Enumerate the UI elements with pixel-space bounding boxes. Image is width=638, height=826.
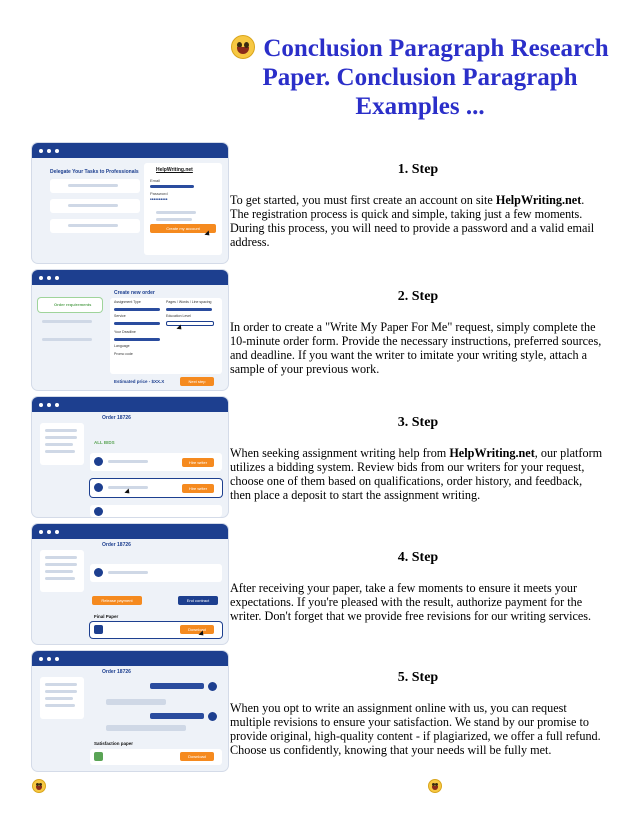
estimated-price: Estimated price - $XX.X [114,379,165,384]
avatar [94,457,103,466]
bid-row[interactable] [90,453,222,471]
brand-name: HelpWriting.net [156,167,193,173]
download-button[interactable]: Download [180,752,214,761]
step-heading: 4. Step [397,550,439,565]
screen-headline: Delegate Your Tasks to Professionals [50,169,139,175]
grinning-face-icon [32,779,46,793]
password-field[interactable]: •••••••••• [150,197,168,203]
next-step-button[interactable]: Next step [180,377,214,386]
create-account-button[interactable]: Create my account [150,224,216,233]
registration-screenshot [32,143,228,263]
release-payment-button[interactable]: Release payment [92,596,142,605]
avatar [94,507,103,516]
page-title: Conclusion Paragraph Research Paper. Conclusion Paragraph Examples ... [230,34,610,121]
download-button[interactable]: Download [180,625,214,634]
all-bids-tab[interactable]: ALL BIDS [94,440,115,445]
screen-title: Order 18726 [102,669,131,675]
satisfaction-paper-label: Satisfaction paper [94,741,134,746]
step-text: In order to create a "Write My Paper For Me" request, simply complete the 10-minute order form. Provide the necessary instructions, preferred sources, and deadline. If you want the writer to imitate your writing style, attach a sample of your previous work. [230,320,602,376]
step-text: When you opt to write an assignment online with us, you can request multiple revisions to ensure your satisfaction. We stand by our promise to provide original, high-quality content - if plagiarized, we offer a full refund. Choose us confidently, knowing that your needs will be fully met. [230,701,601,757]
cursor-icon [124,488,131,495]
end-contract-button[interactable]: End contract [178,596,218,605]
avatar [208,712,217,721]
step-text: After receiving your paper, take a few moments to ensure it meets your expectations. If you're pleased with the result, authorize payment for the writer. Don't forget that we provide free revisions for our writing services. [230,581,592,623]
bids-screenshot [32,397,228,517]
step-text: When seeking assignment writing help from HelpWriting.net, our platform utilizes a bidding system. Review bids from our writers for your request, choose one of them based on qualifications, order history, and feedback, then place a deposit to start the assignment writing. [230,446,603,502]
avatar [94,568,103,577]
step-heading: 5. Step [397,670,439,685]
payment-screenshot [32,524,228,644]
step-4 [230,549,606,623]
screen-title: Order 18726 [102,415,131,421]
step-heading: 3. Step [397,415,439,430]
step-label: Order requirements [54,302,92,307]
step-2 [230,288,606,376]
grinning-face-icon [428,779,442,793]
page-title-block [230,34,610,121]
hire-writer-button[interactable]: Hire writer [182,458,214,467]
file-icon [94,625,103,634]
hire-writer-button[interactable]: Hire writer [182,484,214,493]
order-form-screenshot [32,270,228,390]
avatar [94,483,103,492]
order-form: Assignment Type Pages / Words / Line spacing Service Education Level Your Deadline Language Promo code [110,298,222,374]
step-3 [230,414,606,502]
step-1 [230,161,606,249]
step-heading: 1. Step [397,162,439,177]
email-field[interactable] [150,185,194,188]
grinning-face-icon [231,35,255,59]
final-paper-label: Final Paper [94,614,119,619]
bid-row[interactable] [90,479,222,497]
signup-form: HelpWriting.net Email Password •••••••••• Create my account [144,163,222,255]
screen-title: Create new order [114,290,155,296]
file-icon [94,752,103,761]
revisions-screenshot [32,651,228,771]
screen-title: Order 18726 [102,542,131,548]
step-heading: 2. Step [397,289,439,304]
avatar [208,682,217,691]
step-5 [230,669,606,757]
bid-row[interactable] [90,505,222,517]
step-text: To get started, you must first create an account on site HelpWriting.net. The registration process is quick and simple, taking just a few moments. During this process, you will need to provide a password and a valid email address. [230,193,595,249]
